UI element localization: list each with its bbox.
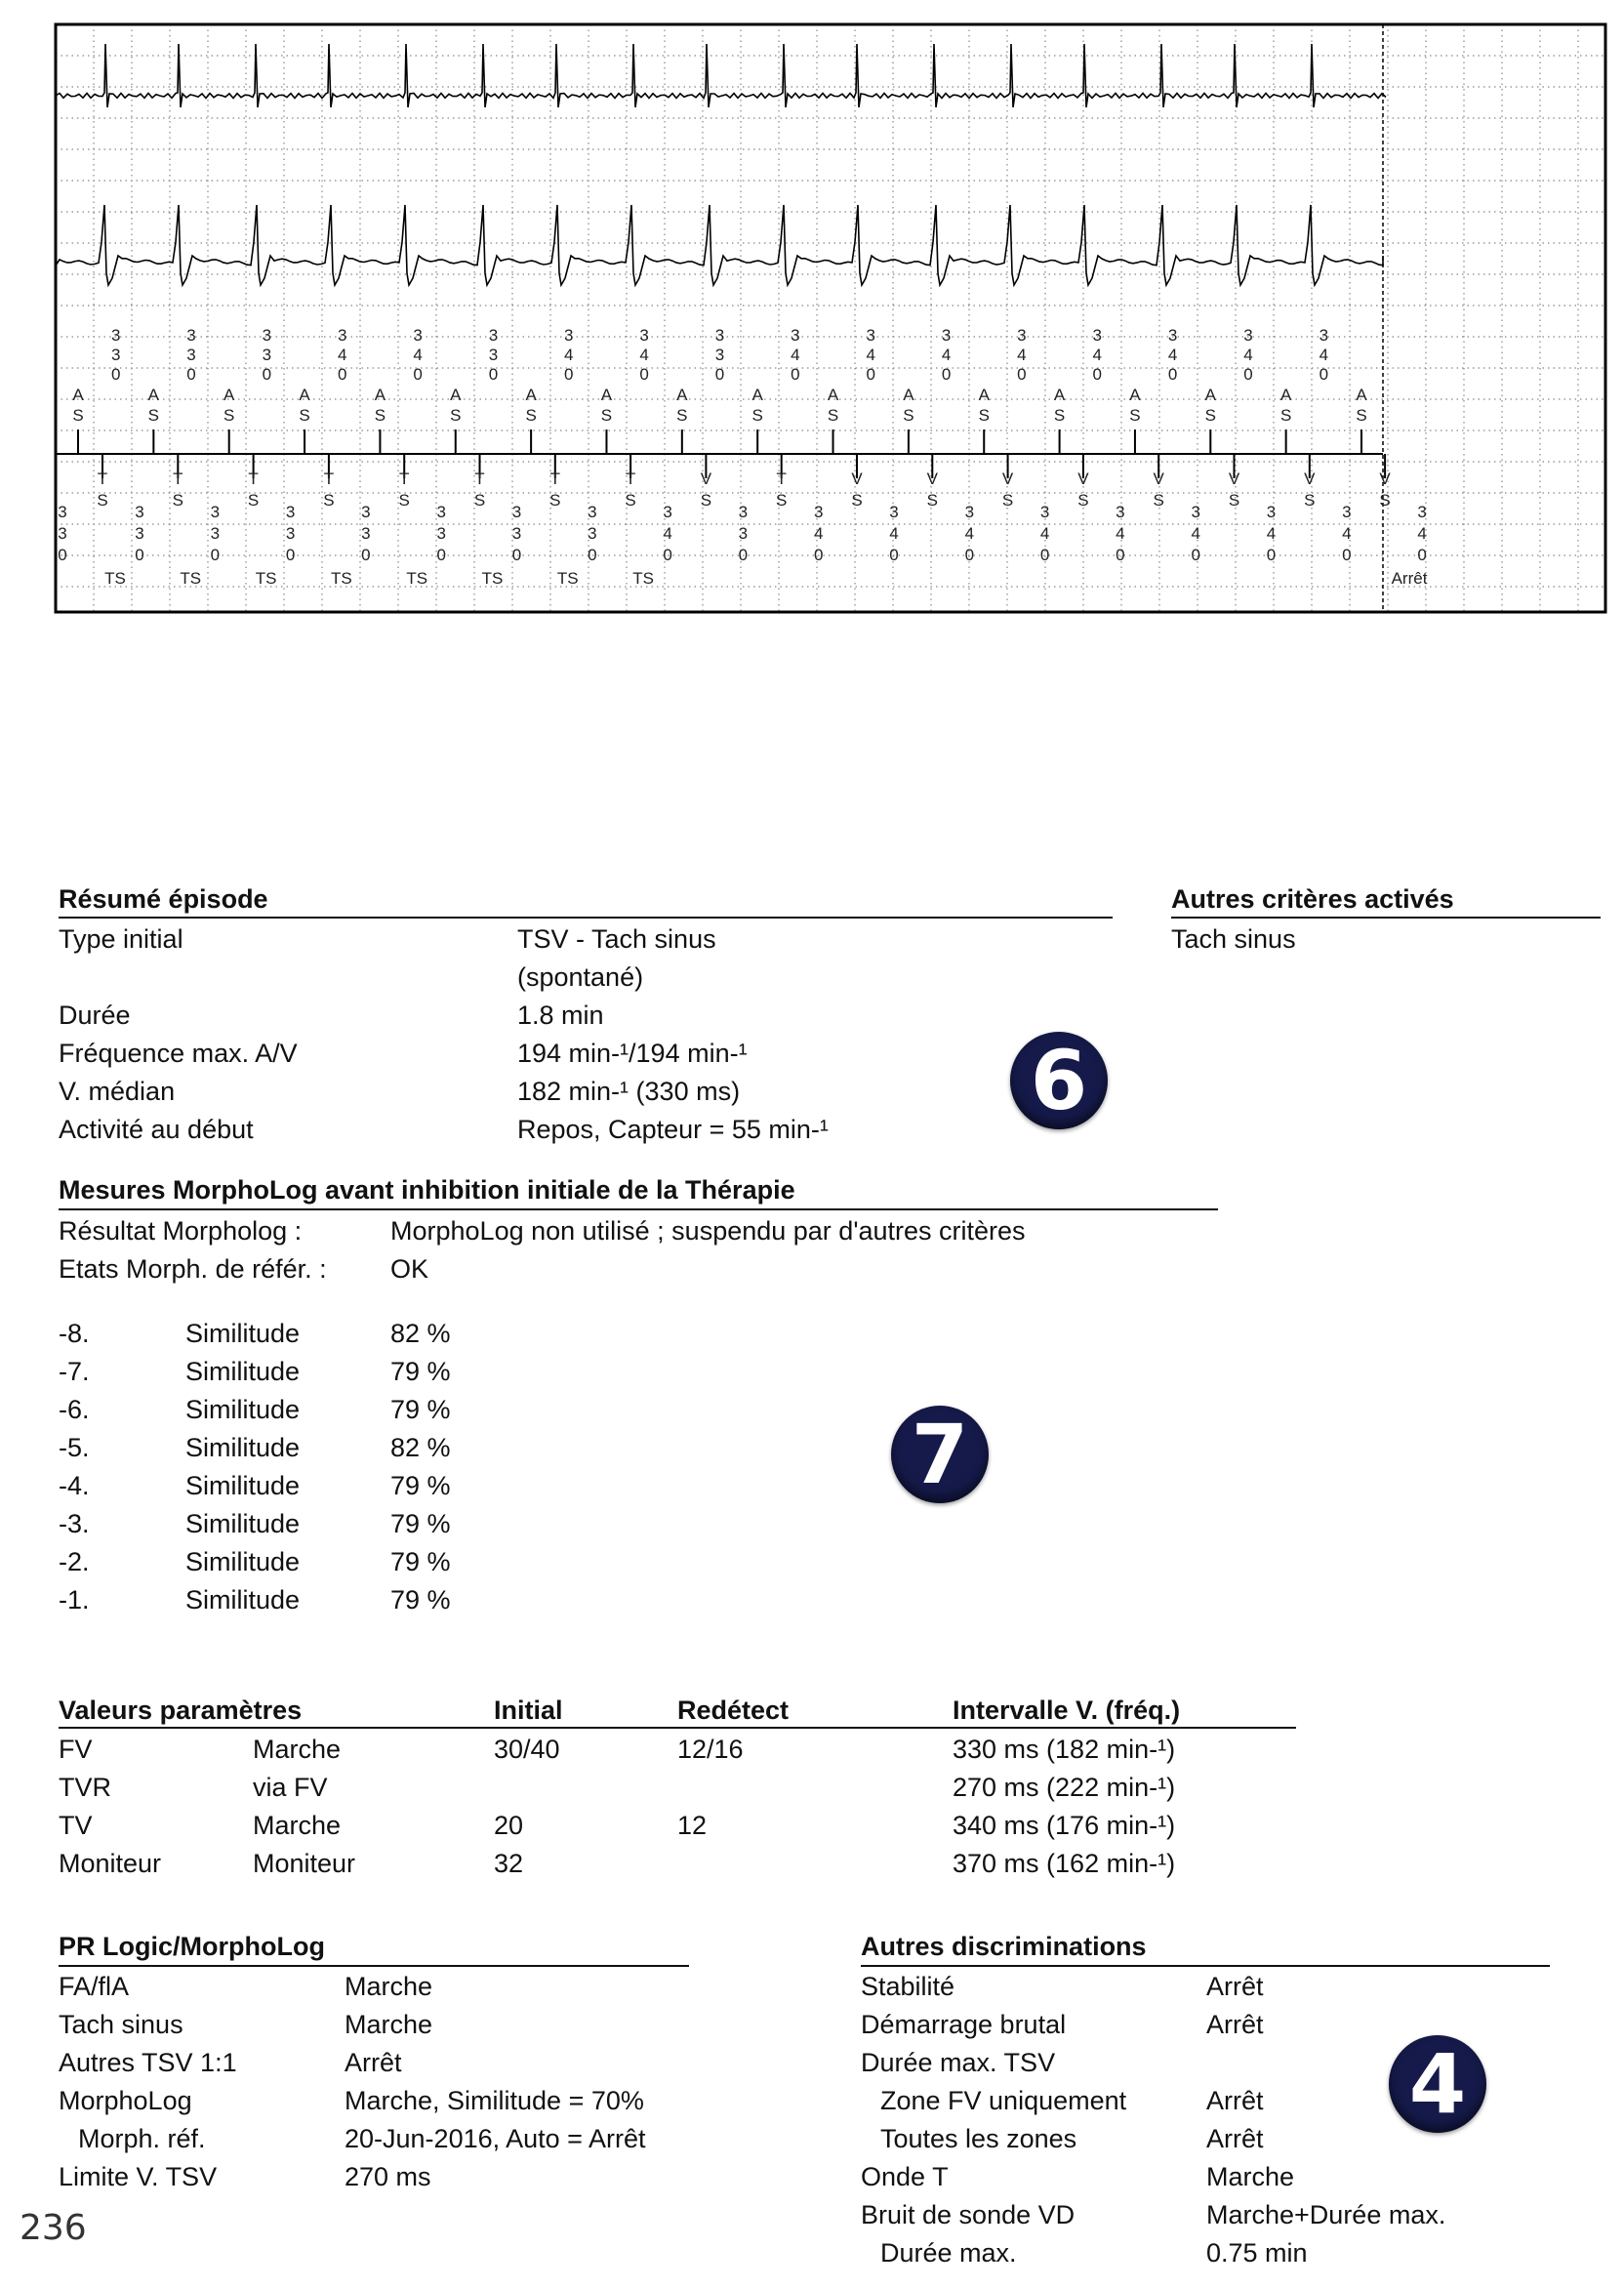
ventricular-rate-digit: 0 [738,546,749,564]
prlogic-label: Tach sinus [59,2010,183,2039]
atrial-rate-digit: 0 [714,365,725,384]
autres-criteres-value: Tach sinus [1171,924,1296,954]
ventricular-rate-digit: 0 [1191,546,1200,564]
ventricular-rate-digit: 0 [285,546,296,564]
ventricular-rate-digit: 3 [1116,503,1125,521]
atrial-marker-code: S [223,406,235,425]
atrial-marker-code: A [223,386,235,404]
atrial-egm-trace [56,44,1386,107]
ventricular-marker-code: S [700,491,712,510]
param-state: Marche [253,1735,342,1764]
similarity-label: Similitude [185,1585,301,1615]
similarity-label: Similitude [185,1509,301,1538]
resume-value: 1.8 min [517,1001,604,1030]
ventricular-marker-code: V [1077,470,1089,488]
resume-value: 182 min-¹ (330 ms) [517,1077,741,1106]
ventricular-marker-code: V [1228,470,1240,488]
ventricular-rate-digit: 3 [813,503,824,521]
similarity-label: Similitude [185,1433,301,1462]
ventricular-marker-code: T [97,470,108,488]
ventricular-rate-digit: 3 [361,524,371,543]
prlogic-rule [59,1965,689,1967]
atrial-rate-digit: 0 [941,365,952,384]
param-zone: TV [59,1811,93,1840]
atrial-rate-digit: 4 [413,346,423,364]
ventricular-marker-code: S [398,491,410,510]
ecg-strip [0,0,1624,625]
similarity-index: -3. [59,1509,90,1538]
ventricular-marker-code: S [625,491,636,510]
similarity-value: 82 % [390,1319,451,1348]
similarity-index: -6. [59,1395,90,1424]
discrimination-label: Durée max. [880,2238,1017,2268]
similarity-label: Similitude [185,1319,301,1348]
atrial-marker-code: S [1279,406,1292,425]
param-header-interval: Intervalle V. (fréq.) [953,1696,1181,1725]
atrial-rate-digit: 0 [413,365,423,384]
ventricular-marker-code: V [1001,470,1014,488]
discrimination-label: Zone FV uniquement [880,2086,1127,2115]
ventricular-marker-code: S [1228,491,1240,510]
similarity-value: 79 % [390,1471,451,1500]
atrial-marker-code: A [1356,386,1367,404]
ventricular-rate-digit: 3 [738,524,749,543]
ventricular-rate-digit: 3 [135,503,144,521]
param-zone: TVR [59,1773,111,1802]
atrial-marker-code: S [525,406,537,425]
atrial-rate-digit: 3 [262,346,272,364]
atrial-rate-digit: 0 [1092,365,1102,384]
discrimination-value: Arrêt [1206,2010,1264,2039]
ventricular-annotation: TS [255,569,277,588]
ventricular-rate-digit: 4 [1417,524,1427,543]
atrial-marker-code: A [525,386,537,404]
similarity-index: -1. [59,1585,90,1615]
ventricular-rate-digit: 4 [813,524,824,543]
atrial-rate-digit: 0 [791,365,800,384]
ventricular-rate-digit: 0 [1266,546,1277,564]
discrimination-value: Arrêt [1206,1972,1264,2001]
ventricular-marker-code: S [247,491,260,510]
ventricular-rate-digit: 4 [1039,524,1050,543]
atrial-rate-digit: 3 [941,326,952,345]
similarity-label: Similitude [185,1471,301,1500]
ventricular-rate-digit: 3 [1417,503,1427,521]
ventricular-egm-trace [56,205,1383,285]
similarity-value: 79 % [390,1547,451,1576]
page-number: 236 [20,2208,87,2248]
atrial-rate-digit: 3 [714,346,725,364]
ventricular-rate-digit: 0 [135,546,144,564]
ventricular-rate-digit: 3 [210,524,221,543]
param-interval: 270 ms (222 min-¹) [953,1773,1176,1802]
atrial-rate-digit: 4 [1243,346,1253,364]
ventricular-rate-digit: 3 [1039,503,1050,521]
resume-label: Durée [59,1001,131,1030]
ventricular-marker-code: T [776,470,787,488]
ventricular-marker-code: S [323,491,335,510]
atrial-marker-code: A [676,386,688,404]
param-initial: 32 [494,1849,524,1878]
atrial-rate-digit: 4 [639,346,649,364]
atrial-rate-digit: 0 [1243,365,1253,384]
atrial-marker-code: S [147,406,160,425]
ventricular-rate-digit: 0 [361,546,371,564]
atrial-marker-code: S [450,406,462,425]
atrial-marker-code: A [72,386,84,404]
ventricular-annotation: TS [481,569,504,588]
ventricular-rate-digit: 0 [1417,546,1427,564]
resume-value: (spontané) [517,962,644,992]
atrial-rate-digit: 3 [413,326,423,345]
atrial-rate-digit: 3 [186,346,196,364]
param-redetect: 12 [677,1811,708,1840]
atrial-marker-code: A [1053,386,1066,404]
atrial-rate-digit: 3 [262,326,272,345]
ventricular-marker-code: S [473,491,486,510]
atrial-rate-digit: 3 [488,346,499,364]
atrial-marker-code: A [147,386,160,404]
resume-label: Fréquence max. A/V [59,1039,298,1068]
atrial-rate-digit: 3 [1017,326,1027,345]
param-header-redetect: Redétect [677,1696,790,1725]
ventricular-rate-digit: 3 [285,503,296,521]
ventricular-annotation: TS [180,569,202,588]
atrial-rate-digit: 4 [1319,346,1329,364]
param-zone: FV [59,1735,93,1764]
ventricular-marker-code: S [851,491,863,510]
prlogic-label: Morph. réf. [78,2124,206,2153]
atrial-rate-digit: 3 [110,346,121,364]
ventricular-annotation: TS [331,569,352,588]
similarity-label: Similitude [185,1357,301,1386]
similarity-value: 79 % [390,1585,451,1615]
similarity-index: -7. [59,1357,90,1386]
atrial-marker-code: S [751,406,763,425]
atrial-marker-code: S [374,406,386,425]
prlogic-value: 270 ms [345,2162,431,2191]
atrial-rate-digit: 3 [1167,326,1178,345]
param-interval: 340 ms (176 min-¹) [953,1811,1176,1840]
atrial-rate-digit: 3 [488,326,499,345]
similarity-value: 79 % [390,1509,451,1538]
ventricular-rate-digit: 4 [889,524,899,543]
ventricular-annotation: TS [104,569,126,588]
atrial-rate-digit: 0 [1017,365,1027,384]
similarity-index: -2. [59,1547,90,1576]
param-header-title: Valeurs paramètres [59,1696,303,1725]
resume-label: Type initial [59,924,183,954]
discrimination-value: 0.75 min [1206,2238,1308,2268]
prlogic-value: Marche, Similitude = 70% [345,2086,644,2115]
similarity-value: 82 % [390,1433,451,1462]
ventricular-rate-digit: 0 [436,546,446,564]
ventricular-marker-code: V [1304,470,1316,488]
morpholog-title: Mesures MorphoLog avant inhibition initiale de la Thérapie [59,1175,795,1205]
ventricular-marker-code: T [248,470,259,488]
atrial-marker-code: S [1053,406,1066,425]
similarity-index: -4. [59,1471,90,1500]
ventricular-rate-digit: 0 [588,546,597,564]
atrial-marker-code: A [1279,386,1292,404]
param-redetect: 12/16 [677,1735,744,1764]
ecg-end-label: Arrêt [1391,569,1428,588]
atrial-marker-code: S [1204,406,1216,425]
discriminations-title: Autres discriminations [861,1932,1147,1961]
ventricular-rate-digit: 3 [511,503,522,521]
discriminations-rule [861,1965,1550,1967]
resume-rule [59,917,1113,919]
ventricular-marker-code: V [1379,470,1391,488]
ventricular-marker-code: S [549,491,561,510]
atrial-marker-code: A [374,386,386,404]
atrial-rate-digit: 3 [1092,326,1102,345]
atrial-rate-digit: 0 [866,365,875,384]
ventricular-rate-digit: 3 [58,524,67,543]
similarity-index: -8. [59,1319,90,1348]
prlogic-label: FA/flA [59,1972,130,2001]
morpholog-states-value: OK [390,1254,429,1284]
ventricular-marker-code: S [1077,491,1089,510]
ventricular-rate-digit: 0 [663,546,672,564]
atrial-rate-digit: 4 [564,346,574,364]
atrial-rate-digit: 3 [639,326,649,345]
atrial-marker-code: A [978,386,990,404]
atrial-marker-code: S [903,406,914,425]
ventricular-rate-digit: 0 [58,546,67,564]
ventricular-rate-digit: 3 [1191,503,1200,521]
atrial-rate-digit: 3 [110,326,121,345]
ventricular-annotation: TS [556,569,579,588]
badge-6: 6 [1010,1032,1108,1129]
ventricular-marker-code: S [1153,491,1164,510]
atrial-rate-digit: 0 [338,365,347,384]
atrial-rate-digit: 0 [262,365,272,384]
ecg-marker-channel [56,326,1428,588]
atrial-marker-code: S [827,406,839,425]
ventricular-annotation: TS [632,569,654,588]
similarity-value: 79 % [390,1395,451,1424]
atrial-marker-code: S [299,406,310,425]
ventricular-rate-digit: 3 [285,524,296,543]
prlogic-value: Marche [345,2010,433,2039]
param-state: Moniteur [253,1849,356,1878]
ventricular-rate-digit: 3 [663,503,672,521]
discrimination-value: Arrêt [1206,2124,1264,2153]
atrial-rate-digit: 0 [488,365,499,384]
ventricular-marker-code: S [1001,491,1014,510]
morpholog-result-label: Résultat Morpholog : [59,1216,303,1246]
discrimination-label: Bruit de sonde VD [861,2200,1076,2229]
atrial-marker-code: A [827,386,839,404]
ventricular-marker-code: V [700,470,712,488]
prlogic-label: Limite V. TSV [59,2162,218,2191]
atrial-rate-digit: 3 [338,326,347,345]
ventricular-marker-code: T [399,470,410,488]
prlogic-label: Autres TSV 1:1 [59,2048,237,2077]
morpholog-rule [59,1208,1218,1210]
ventricular-rate-digit: 3 [511,524,522,543]
param-header-initial: Initial [494,1696,563,1725]
ventricular-rate-digit: 3 [361,503,371,521]
param-interval: 370 ms (162 min-¹) [953,1849,1176,1878]
morpholog-result-value: MorphoLog non utilisé ; suspendu par d'autres critères [390,1216,1026,1246]
ventricular-marker-code: S [1379,491,1391,510]
atrial-rate-digit: 0 [639,365,649,384]
discrimination-label: Toutes les zones [880,2124,1077,2153]
ventricular-marker-code: S [776,491,788,510]
ventricular-rate-digit: 0 [1039,546,1050,564]
param-state: Marche [253,1811,342,1840]
ventricular-rate-digit: 3 [135,524,144,543]
resume-value: TSV - Tach sinus [517,924,716,954]
atrial-marker-code: A [903,386,914,404]
ventricular-rate-digit: 3 [210,503,221,521]
ventricular-rate-digit: 3 [436,524,446,543]
autres-criteres-title: Autres critères activés [1171,884,1454,914]
discrimination-value: Arrêt [1206,2086,1264,2115]
discrimination-value: Marche [1206,2162,1295,2191]
discrimination-label: Durée max. TSV [861,2048,1056,2077]
prlogic-value: Arrêt [345,2048,402,2077]
prlogic-value: 20-Jun-2016, Auto = Arrêt [345,2124,646,2153]
atrial-rate-digit: 4 [1017,346,1027,364]
ventricular-rate-digit: 4 [1116,524,1125,543]
prlogic-label: MorphoLog [59,2086,192,2115]
param-zone: Moniteur [59,1849,162,1878]
resume-value: 194 min-¹/194 min-¹ [517,1039,748,1068]
atrial-rate-digit: 4 [1092,346,1102,364]
ventricular-marker-code: V [1153,470,1164,488]
ventricular-marker-code: S [926,491,938,510]
atrial-marker-code: S [1356,406,1367,425]
ventricular-rate-digit: 3 [588,503,597,521]
badge-7: 7 [891,1406,989,1503]
ventricular-marker-code: T [549,470,560,488]
ventricular-rate-digit: 3 [588,524,597,543]
atrial-rate-digit: 4 [338,346,347,364]
param-rule [59,1727,1296,1729]
ventricular-rate-digit: 4 [1191,524,1200,543]
atrial-rate-digit: 3 [714,326,725,345]
resume-label: V. médian [59,1077,176,1106]
ventricular-rate-digit: 3 [738,503,749,521]
similarity-value: 79 % [390,1357,451,1386]
resume-label: Activité au début [59,1115,254,1144]
ventricular-marker-code: T [474,470,485,488]
atrial-marker-code: A [1204,386,1216,404]
atrial-rate-digit: 4 [866,346,875,364]
ventricular-marker-code: S [1304,491,1316,510]
atrial-marker-code: A [751,386,763,404]
autres-criteres-rule [1171,917,1601,919]
param-interval: 330 ms (182 min-¹) [953,1735,1176,1764]
ventricular-rate-digit: 3 [1266,503,1277,521]
atrial-rate-digit: 3 [1243,326,1253,345]
atrial-marker-code: S [600,406,613,425]
atrial-marker-code: S [1129,406,1141,425]
atrial-marker-code: S [978,406,990,425]
ventricular-rate-digit: 3 [889,503,899,521]
atrial-rate-digit: 0 [1319,365,1329,384]
atrial-marker-code: A [1129,386,1141,404]
param-initial: 30/40 [494,1735,560,1764]
atrial-rate-digit: 0 [564,365,574,384]
prlogic-title: PR Logic/MorphoLog [59,1932,325,1961]
ventricular-rate-digit: 4 [663,524,672,543]
atrial-rate-digit: 3 [186,326,196,345]
ventricular-marker-code: S [97,491,108,510]
param-state: via FV [253,1773,328,1802]
ventricular-marker-code: S [172,491,183,510]
ecg-traces [56,44,1386,285]
resume-value: Repos, Capteur = 55 min-¹ [517,1115,829,1144]
atrial-rate-digit: 3 [791,326,800,345]
ventricular-annotation: TS [406,569,428,588]
ventricular-marker-code: V [851,470,863,488]
ventricular-rate-digit: 0 [1116,546,1125,564]
ventricular-rate-digit: 3 [964,503,975,521]
ventricular-rate-digit: 3 [436,503,446,521]
discrimination-label: Démarrage brutal [861,2010,1067,2039]
atrial-marker-code: A [450,386,462,404]
ventricular-rate-digit: 4 [1342,524,1352,543]
ventricular-rate-digit: 0 [511,546,522,564]
atrial-marker-code: S [72,406,84,425]
ventricular-marker-code: T [323,470,335,488]
atrial-rate-digit: 3 [1319,326,1329,345]
similarity-label: Similitude [185,1547,301,1576]
badge-4: 4 [1389,2035,1486,2133]
ventricular-rate-digit: 3 [58,503,67,521]
prlogic-value: Marche [345,1972,433,2001]
resume-title: Résumé épisode [59,884,268,914]
ventricular-marker-code: T [173,470,183,488]
atrial-rate-digit: 3 [866,326,875,345]
ventricular-rate-digit: 0 [210,546,221,564]
ventricular-rate-digit: 0 [889,546,899,564]
atrial-marker-code: A [600,386,613,404]
similarity-index: -5. [59,1433,90,1462]
atrial-rate-digit: 4 [1167,346,1178,364]
atrial-rate-digit: 0 [186,365,196,384]
atrial-rate-digit: 4 [941,346,952,364]
morpholog-states-label: Etats Morph. de référ. : [59,1254,327,1284]
ventricular-rate-digit: 0 [1342,546,1352,564]
similarity-label: Similitude [185,1395,301,1424]
param-initial: 20 [494,1811,524,1840]
ventricular-marker-code: T [625,470,636,488]
ventricular-rate-digit: 4 [1266,524,1277,543]
ventricular-rate-digit: 0 [813,546,824,564]
ventricular-rate-digit: 4 [964,524,975,543]
atrial-rate-digit: 0 [110,365,121,384]
atrial-rate-digit: 4 [791,346,800,364]
discrimination-label: Stabilité [861,1972,955,2001]
ventricular-rate-digit: 0 [964,546,975,564]
atrial-rate-digit: 3 [564,326,574,345]
ventricular-marker-code: V [926,470,938,488]
ventricular-rate-digit: 3 [1342,503,1352,521]
atrial-marker-code: A [299,386,310,404]
discrimination-value: Marche+Durée max. [1206,2200,1446,2229]
atrial-rate-digit: 0 [1167,365,1178,384]
atrial-marker-code: S [676,406,688,425]
discrimination-label: Onde T [861,2162,949,2191]
